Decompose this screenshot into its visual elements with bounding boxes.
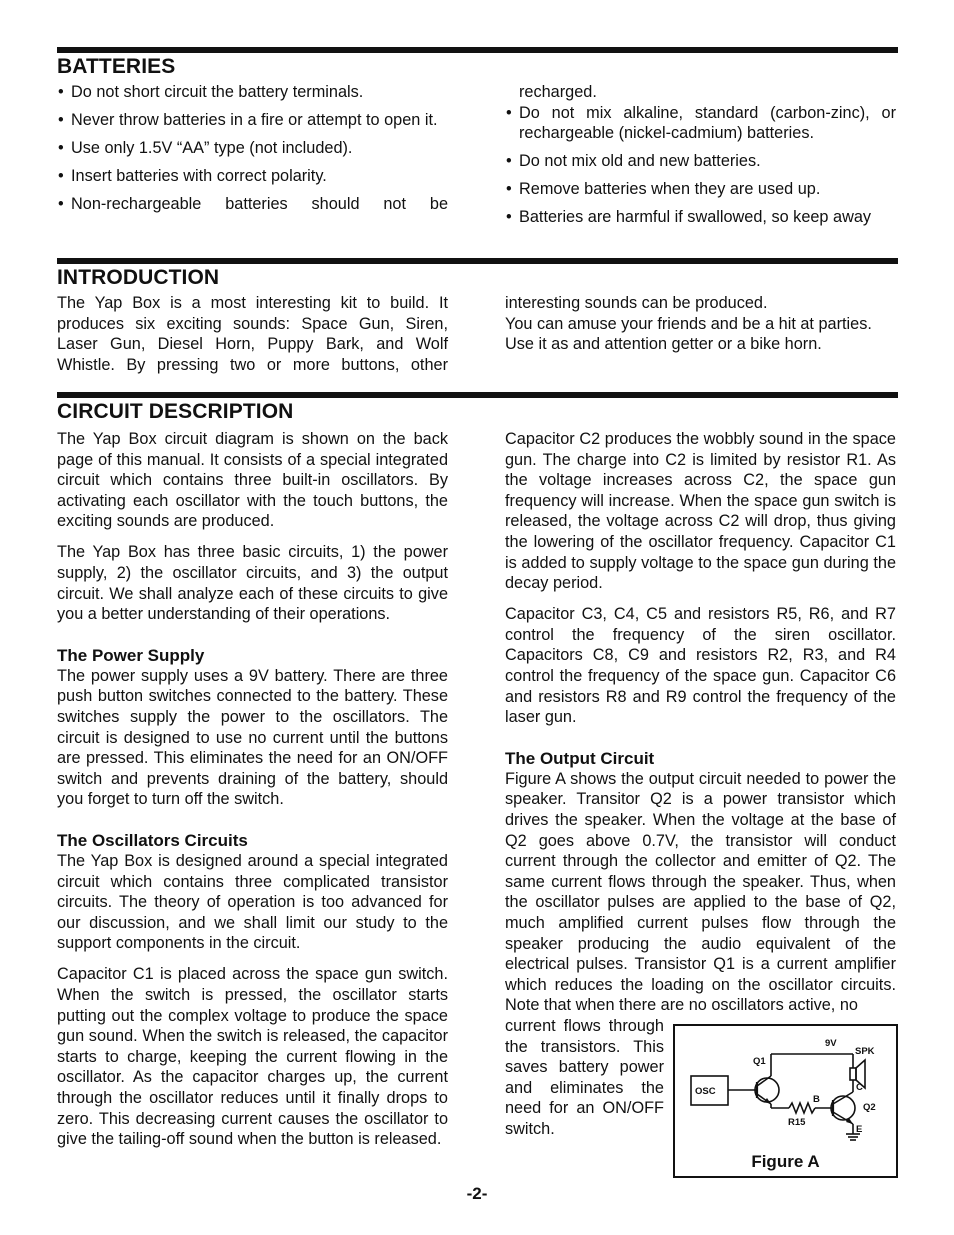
label-r15: R15 <box>788 1117 806 1128</box>
introduction-line-2: You can amuse your friends and be a hit at parties. <box>505 314 872 333</box>
batteries-heading: BATTERIES <box>57 55 176 78</box>
introduction-line-3: Use it as and attention getter or a bike horn. <box>505 335 822 354</box>
oscillators-title: The Oscillators Circuits <box>57 831 248 850</box>
label-emitter: E <box>856 1124 863 1135</box>
speaker-symbol <box>850 1068 856 1080</box>
output-tail-line-3: saves battery power <box>505 1058 664 1077</box>
figure-caption: Figure A <box>751 1152 820 1171</box>
introduction-rule <box>57 258 898 264</box>
output-tail-line-1: current flows through <box>505 1016 664 1035</box>
battery-warning-1: • Do not short circuit the battery terminals. <box>57 82 448 103</box>
output-tail-line-2: the transistors. This <box>505 1037 664 1056</box>
capacitor-c3-text: Capacitor C3, C4, C5 and resistors R5, R6, and R7 control the frequency of the siren oscillator. Capacitors C8, C9 and resistors R2, R3, and R4 control the frequency of the space gun. Capacitor C6 and resistors R8 and R9 control the frequency of the laser gun. <box>505 605 896 727</box>
r15-resistor-symbol <box>789 1103 815 1113</box>
label-spk: SPK <box>855 1046 875 1057</box>
circuit-heading: CIRCUIT DESCRIPTION <box>57 400 294 423</box>
batteries-right-column <box>505 82 896 235</box>
page-number: -2- <box>466 1184 488 1203</box>
label-9v: 9V <box>825 1038 837 1049</box>
label-osc: OSC <box>695 1086 716 1097</box>
introduction-text: The Yap Box is a most interesting kit to build. It produces six exciting sounds: Space Gun, Siren, Laser Gun, Diesel Horn, Puppy Bark, and Wolf Whistle. By pressing two or more buttons, other <box>57 294 448 374</box>
output-tail-line-5: need for an ON/OFF <box>505 1099 664 1118</box>
introduction-left-column <box>57 293 448 386</box>
battery-warning-5-continued: recharged. <box>519 83 597 101</box>
batteries-left-column <box>57 82 448 221</box>
power-supply-text: The power supply uses a 9V battery. There are three push button switches connected to the battery. These switches supply the power to the oscillators. The circuit is designed to use no current until the buttons are pressed. This eliminates the need for an ON/OFF switch and prevents draining of the battery, should you forget to turn off the switch. <box>57 666 448 809</box>
circuit-basics-paragraph: The Yap Box has three basic circuits, 1) the power supply, 2) the oscillator circuits, and 3) the output circuit. We shall analyze each of these circuits to give you a better understanding of their operations. <box>57 543 448 624</box>
introduction-line-1: interesting sounds can be produced. <box>505 294 768 312</box>
battery-warning-3: • Use only 1.5V “AA” type (not included). <box>57 138 448 159</box>
circuit-intro-paragraph: The Yap Box circuit diagram is shown on the back page of this manual. It consists of a special integrated circuit which contains three built-in oscillators. By activating each oscillator with the touch buttons, the exciting sounds are produced. <box>57 430 448 531</box>
circuit-rule <box>57 392 898 398</box>
label-q2: Q2 <box>863 1102 876 1113</box>
output-circuit-text: Figure A shows the output circuit needed to power the speaker. Transitor Q2 is a power transistor which drives the speaker. When the voltage at the base of Q2 goes above 0.7V, the transistor will conduct current through the collector and emitter of Q2. The same current flows through the speaker. Thus, when the oscillator pulses are applied to the base of Q2, much amplified current pulses flow through the speaker producing the audio equivalent of the electrical pulses. Transistor Q1 is a current amplifier which reduces the loading on the oscillator circuits. Note that when there are no oscillators active, no <box>505 769 896 1015</box>
label-collector: C <box>856 1082 863 1093</box>
oscillators-text: The Yap Box is designed around a special integrated circuit which contains three complicated transistor circuits. The theory of operation is too advanced for our discussion, and we shall limit our study to the support components in the circuit. <box>57 852 448 953</box>
label-q1: Q1 <box>753 1056 766 1067</box>
output-tail-line-4: and eliminates the <box>505 1078 664 1097</box>
figure-a <box>673 1024 898 1178</box>
capacitor-c1-text: Capacitor C1 is placed across the space gun switch. When the switch is pressed, the oscillator starts putting out the complex voltage to produce the space gun sound. When the switch is released, the capacitor starts to charge, keeping the current flowing in the oscillator. As the capacitor charges up, the current through the oscillator reduces until it finally drops to zero. This decreasing current causes the oscillator to give the tailing-off sound when the button is released. <box>57 965 448 1149</box>
capacitor-c2-text: Capacitor C2 produces the wobbly sound in the space gun. The charge into C2 is limited by resistor R1. As the voltage increases across C2, the space gun frequency will increase. When the space gun switch is released, the voltage across C2 will drop, thus giving the lowering of the oscillator frequency. Capacitor C1 is added to supply voltage to the space gun during the decay period. <box>505 430 896 593</box>
introduction-right-column <box>505 293 896 355</box>
q2-transistor-symbol <box>831 1096 855 1120</box>
battery-warning-4: • Insert batteries with correct polarity. <box>57 166 448 187</box>
introduction-heading: INTRODUCTION <box>57 266 220 289</box>
battery-warning-6: • Do not mix alkaline, standard (carbon-zinc), or rechargeable (nickel-cadmium) batteries. <box>505 103 896 144</box>
battery-warning-8: • Remove batteries when they are used up. <box>505 179 896 200</box>
output-circuit-tail <box>505 1016 664 1140</box>
output-tail-line-6: switch. <box>505 1119 555 1138</box>
label-base: B <box>813 1094 820 1105</box>
battery-warning-5: • Non-rechargeable batteries should not be <box>57 194 448 215</box>
battery-warning-7: • Do not mix old and new batteries. <box>505 151 896 172</box>
power-supply-title: The Power Supply <box>57 645 205 665</box>
battery-warning-2: • Never throw batteries in a fire or attempt to open it. <box>57 110 448 131</box>
battery-warning-9: • Batteries are harmful if swallowed, so keep away <box>505 207 896 228</box>
circuit-left-column <box>57 429 448 1160</box>
output-circuit-title: The Output Circuit <box>505 748 655 768</box>
batteries-rule <box>57 47 898 53</box>
